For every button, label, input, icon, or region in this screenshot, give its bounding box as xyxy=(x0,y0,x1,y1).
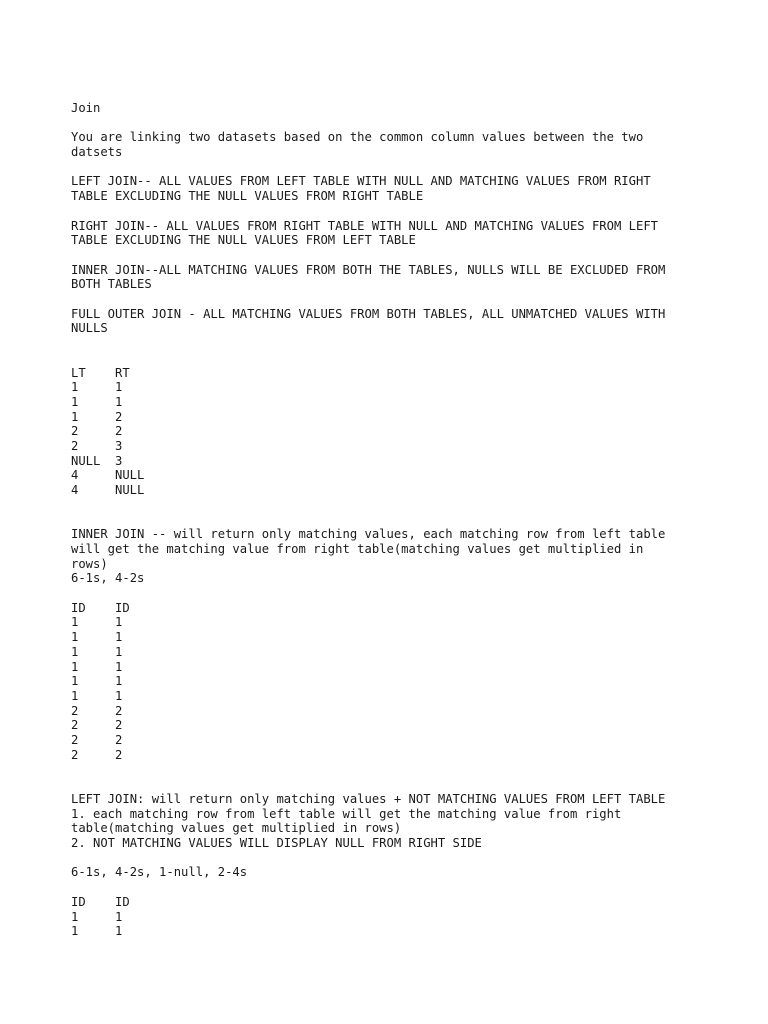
left-join-summary: 6-1s, 4-2s, 1-null, 2-4s xyxy=(71,865,248,880)
table-cell: 1 xyxy=(71,924,79,939)
table-row xyxy=(71,454,144,469)
table-cell: 2 xyxy=(71,733,79,748)
table-cell: 1 xyxy=(115,394,123,409)
left-join-table xyxy=(71,895,130,939)
left-join-description: LEFT JOIN: will return only matching values + NOT MATCHING VALUES FROM LEFT TABLE xyxy=(71,791,666,806)
table-row xyxy=(71,380,144,395)
left-join-definition: LEFT JOIN-- ALL VALUES FROM LEFT TABLE WITH NULL AND MATCHING VALUES FROM RIGHT TABLE EXCLUDING THE NULL VALUES FROM RIGHT TABLE xyxy=(71,174,651,204)
table-cell: NULL xyxy=(115,468,145,483)
table-cell: 1 xyxy=(115,689,123,703)
table-cell: 1 xyxy=(115,380,123,395)
table-cell: 2 xyxy=(71,718,79,733)
table-row xyxy=(71,439,144,454)
table-cell: 1 xyxy=(115,924,123,939)
table-cell: NULL xyxy=(71,453,101,468)
table-cell: 2 xyxy=(71,439,79,454)
table-cell: 1 xyxy=(115,909,123,924)
table-row xyxy=(71,424,144,439)
table-row xyxy=(71,704,130,719)
table-cell: 3 xyxy=(115,453,123,468)
table-cell: 1 xyxy=(115,644,123,659)
table-cell: 2 xyxy=(115,424,123,439)
table-cell: 1 xyxy=(71,909,79,924)
column-header-rt: RT xyxy=(115,365,130,380)
table-row xyxy=(71,410,144,425)
table-row xyxy=(71,689,130,704)
table-cell: 1 xyxy=(115,674,123,689)
table-cell: 1 xyxy=(71,644,79,659)
table-row xyxy=(71,674,130,689)
column-header-id: ID xyxy=(71,894,86,909)
column-header-id: ID xyxy=(115,894,130,909)
table-cell: 2 xyxy=(71,424,79,439)
table-row xyxy=(71,924,130,939)
table-cell: 1 xyxy=(71,380,79,395)
column-header-lt: LT xyxy=(71,365,86,380)
column-header-id: ID xyxy=(115,600,130,615)
table-row xyxy=(71,910,130,925)
table-row xyxy=(71,733,130,748)
table-row xyxy=(71,630,130,645)
table-cell: 1 xyxy=(71,659,79,674)
table-cell: 1 xyxy=(71,674,79,689)
table-row xyxy=(71,718,130,733)
right-join-definition: RIGHT JOIN-- ALL VALUES FROM RIGHT TABLE WITH NULL AND MATCHING VALUES FROM LEFT TABLE EXCLUDING THE NULL VALUES FROM LEFT TABLE xyxy=(71,218,658,248)
table-cell: NULL xyxy=(115,483,145,498)
table-cell: 2 xyxy=(71,703,79,718)
table-row xyxy=(71,660,130,675)
table-cell: 1 xyxy=(115,659,123,674)
table-cell: 2 xyxy=(115,703,123,718)
table-cell: 1 xyxy=(71,689,79,703)
table-row xyxy=(71,645,130,660)
full-outer-join-definition: FULL OUTER JOIN - ALL MATCHING VALUES FROM BOTH TABLES, ALL UNMATCHED VALUES WITH NULLS xyxy=(71,306,666,336)
table-cell: 2 xyxy=(71,747,79,762)
table-row xyxy=(71,615,130,630)
table-cell: 2 xyxy=(115,747,123,762)
inner-join-table xyxy=(71,601,130,763)
column-header-id: ID xyxy=(71,600,86,615)
table-row xyxy=(71,468,144,483)
table-cell: 2 xyxy=(115,718,123,733)
table-cell: 4 xyxy=(71,483,79,498)
table-cell: 2 xyxy=(115,733,123,748)
table-cell: 1 xyxy=(71,615,79,630)
table-cell: 1 xyxy=(71,630,79,645)
table-header-row xyxy=(71,366,144,381)
table-cell: 4 xyxy=(71,468,79,483)
source-table xyxy=(71,366,144,498)
inner-join-summary: 6-1s, 4-2s xyxy=(71,571,145,586)
table-row xyxy=(71,483,144,498)
left-join-point-1: 1. each matching row from left table will get the matching value from right table(matching values get multiplied in rows) xyxy=(71,806,622,836)
intro-paragraph: You are linking two datasets based on the common column values between the two datsets xyxy=(71,130,644,160)
doc-title: Join xyxy=(71,101,101,115)
table-row xyxy=(71,395,144,410)
table-cell: 1 xyxy=(115,615,123,630)
inner-join-definition: INNER JOIN--ALL MATCHING VALUES FROM BOTH THE TABLES, NULLS WILL BE EXCLUDED FROM BOTH TABLES xyxy=(71,262,666,292)
table-cell: 1 xyxy=(115,630,123,645)
inner-join-description: INNER JOIN -- will return only matching values, each matching row from left table will get the matching value from right table(matching values get multiplied in rows) xyxy=(71,527,666,571)
left-join-point-2: 2. NOT MATCHING VALUES WILL DISPLAY NULL FROM RIGHT SIDE xyxy=(71,836,482,851)
table-cell: 2 xyxy=(115,409,123,424)
table-header-row xyxy=(71,895,130,910)
table-cell: 3 xyxy=(115,439,123,454)
table-cell: 1 xyxy=(71,394,79,409)
table-cell: 1 xyxy=(71,409,79,424)
table-row xyxy=(71,748,130,763)
table-header-row xyxy=(71,601,130,616)
